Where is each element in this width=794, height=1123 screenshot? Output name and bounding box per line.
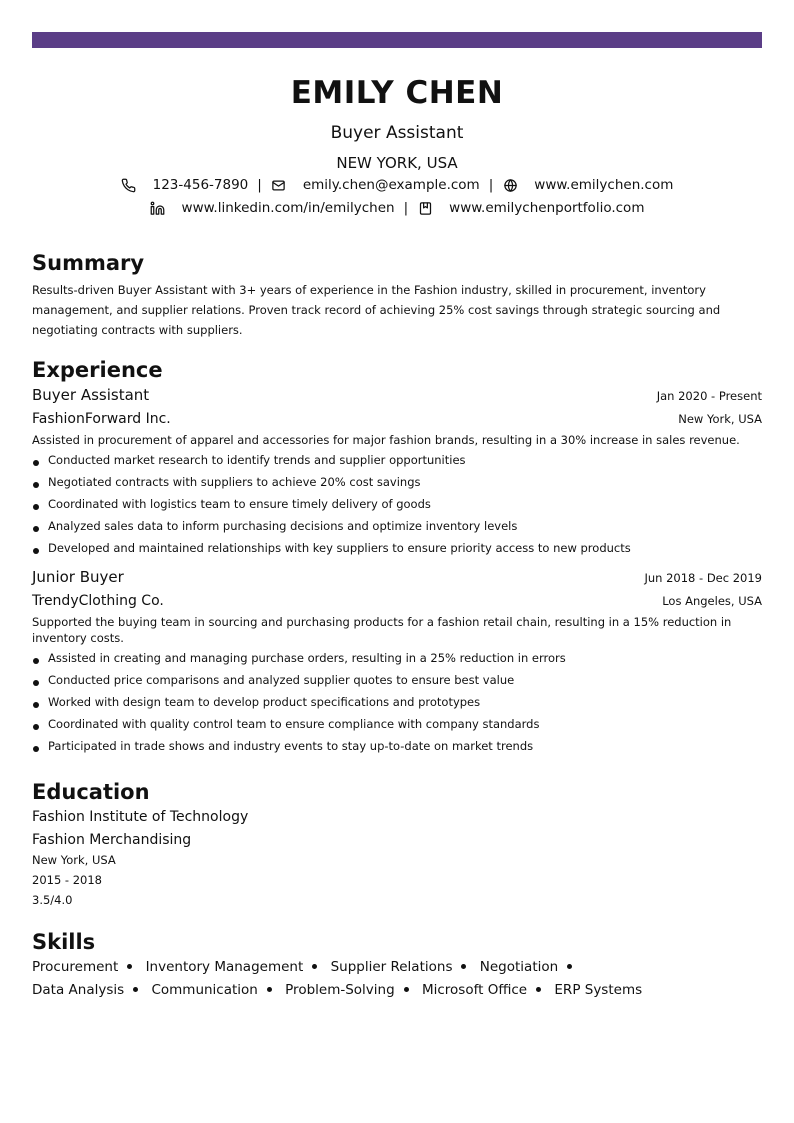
- bullet-dot: [33, 460, 39, 466]
- contact-separator: |: [403, 200, 409, 216]
- job-dates: Jun 2018 - Dec 2019: [644, 571, 762, 585]
- job-dates: Jan 2020 - Present: [656, 389, 762, 403]
- bullet-text: Worked with design team to develop product specifications and prototypes: [48, 695, 481, 709]
- skill-item: [146, 959, 327, 975]
- experience-heading: Experience: [32, 358, 163, 382]
- linkedin-icon: [150, 200, 166, 216]
- list-item: [32, 540, 762, 556]
- skill-item: [554, 982, 642, 998]
- list-item: [32, 452, 762, 468]
- portfolio-link[interactable]: www.emilychenportfolio.com: [449, 200, 645, 216]
- job-entry: [32, 385, 762, 556]
- skills-list: [32, 956, 672, 1002]
- bullet-dot: [33, 658, 39, 664]
- education-school: Fashion Institute of Technology: [32, 809, 249, 825]
- globe-icon: [502, 177, 518, 193]
- skill-separator: [461, 964, 466, 969]
- email-address[interactable]: emily.chen@example.com: [302, 177, 480, 193]
- list-item: [32, 650, 762, 666]
- skill-item: [331, 959, 476, 975]
- bullet-text: Developed and maintained relationships with key suppliers to ensure priority access to new products: [48, 541, 631, 555]
- skill-label: Data Analysis: [32, 982, 125, 998]
- skill-item: [285, 982, 418, 998]
- bullet-text: Conducted market research to identify trends and supplier opportunities: [48, 453, 466, 467]
- bullet-text: Analyzed sales data to inform purchasing decisions and optimize inventory levels: [48, 519, 518, 533]
- skill-label: Communication: [151, 982, 258, 998]
- phone-icon: [121, 177, 137, 193]
- skill-separator: [267, 987, 272, 992]
- bullet-dot: [33, 482, 39, 488]
- skill-separator: [127, 964, 132, 969]
- education-field: Fashion Merchandising: [32, 832, 192, 848]
- bullet-dot: [33, 680, 39, 686]
- job-description: Supported the buying team in sourcing and purchasing products for a fashion retail chain, resulting in a 15% reduction in inventory costs.: [32, 615, 732, 645]
- skill-label: Negotiation: [479, 959, 559, 975]
- bullet-text: Coordinated with logistics team to ensure timely delivery of goods: [48, 497, 431, 511]
- bullet-dot: [33, 724, 39, 730]
- job-title: Buyer Assistant: [32, 386, 150, 404]
- job-header-row: [32, 567, 762, 587]
- job-entry: [32, 567, 762, 754]
- bullet-dot: [33, 702, 39, 708]
- list-item: [32, 474, 762, 490]
- resume-header: [32, 76, 762, 217]
- contact-separator: |: [257, 177, 262, 193]
- candidate-location: NEW YORK, USA: [336, 154, 458, 172]
- accent-bar: [32, 32, 762, 48]
- bullet-text: Participated in trade shows and industry events to stay up-to-date on market trends: [48, 739, 534, 753]
- job-company: FashionForward Inc.: [32, 411, 171, 427]
- list-item: [32, 672, 762, 688]
- skill-separator: [567, 964, 572, 969]
- job-bullets: [32, 452, 762, 556]
- website-link[interactable]: www.emilychen.com: [534, 177, 674, 193]
- summary-text: Results-driven Buyer Assistant with 3+ years of experience in the Fashion industry, skilled in procurement, inventory management, and supplier relations. Proven track record of achieving 25% cost savings through strategic sourcing and negotiating contracts with suppliers.: [32, 283, 721, 337]
- bullet-dot: [33, 548, 39, 554]
- phone-number[interactable]: 123-456-7890: [152, 177, 249, 193]
- job-company: TrendyClothing Co.: [32, 593, 164, 609]
- summary-heading: Summary: [32, 251, 145, 275]
- education-location: New York, USA: [32, 853, 116, 867]
- skill-label: Problem-Solving: [285, 982, 395, 998]
- skill-item: [151, 982, 280, 998]
- skill-item: [32, 959, 141, 975]
- skills-heading: Skills: [32, 930, 96, 954]
- linkedin-link[interactable]: www.linkedin.com/in/emilychen: [181, 200, 395, 216]
- skill-item: [480, 959, 581, 975]
- bullet-dot: [33, 504, 39, 510]
- skill-label: Microsoft Office: [421, 982, 528, 998]
- job-company-row: [32, 409, 762, 429]
- job-description: Assisted in procurement of apparel and accessories for major fashion brands, resulting in a 30% increase in sales revenue.: [32, 433, 740, 447]
- job-title: Junior Buyer: [32, 568, 124, 586]
- skill-separator: [404, 987, 409, 992]
- contact-separator: |: [488, 177, 494, 193]
- skill-label: ERP Systems: [554, 982, 643, 998]
- skill-label: Procurement: [32, 959, 119, 975]
- education-gpa: 3.5/4.0: [32, 893, 73, 907]
- list-item: [32, 738, 762, 754]
- skill-label: Inventory Management: [145, 959, 304, 975]
- skill-item: [422, 982, 550, 998]
- contact-row-1: [32, 176, 762, 194]
- bullet-text: Conducted price comparisons and analyzed supplier quotes to ensure best value: [48, 673, 515, 687]
- candidate-name: EMILY CHEN: [290, 75, 504, 111]
- list-item: [32, 716, 762, 732]
- job-header-row: [32, 385, 762, 405]
- resume: [32, 48, 762, 1002]
- bullet-text: Assisted in creating and managing purchase orders, resulting in a 25% reduction in errors: [48, 651, 566, 665]
- skill-separator: [312, 964, 317, 969]
- bullet-text: Coordinated with quality control team to ensure compliance with company standards: [48, 717, 540, 731]
- email-icon: [271, 177, 287, 193]
- bullet-dot: [33, 746, 39, 752]
- job-company-row: [32, 591, 762, 611]
- list-item: [32, 518, 762, 534]
- skill-label: Supplier Relations: [330, 959, 453, 975]
- bullet-dot: [33, 526, 39, 532]
- education-years: 2015 - 2018: [32, 873, 102, 887]
- skill-separator: [133, 987, 138, 992]
- education-heading: Education: [32, 780, 150, 804]
- job-location: New York, USA: [678, 412, 762, 426]
- list-item: [32, 496, 762, 512]
- skill-separator: [536, 987, 541, 992]
- contact-row-2: [32, 199, 762, 217]
- job-bullets: [32, 650, 762, 754]
- portfolio-icon: [417, 200, 433, 216]
- skill-item: [32, 982, 147, 998]
- candidate-role: Buyer Assistant: [330, 123, 464, 143]
- job-location: Los Angeles, USA: [662, 594, 762, 608]
- bullet-text: Negotiated contracts with suppliers to achieve 20% cost savings: [48, 475, 421, 489]
- list-item: [32, 694, 762, 710]
